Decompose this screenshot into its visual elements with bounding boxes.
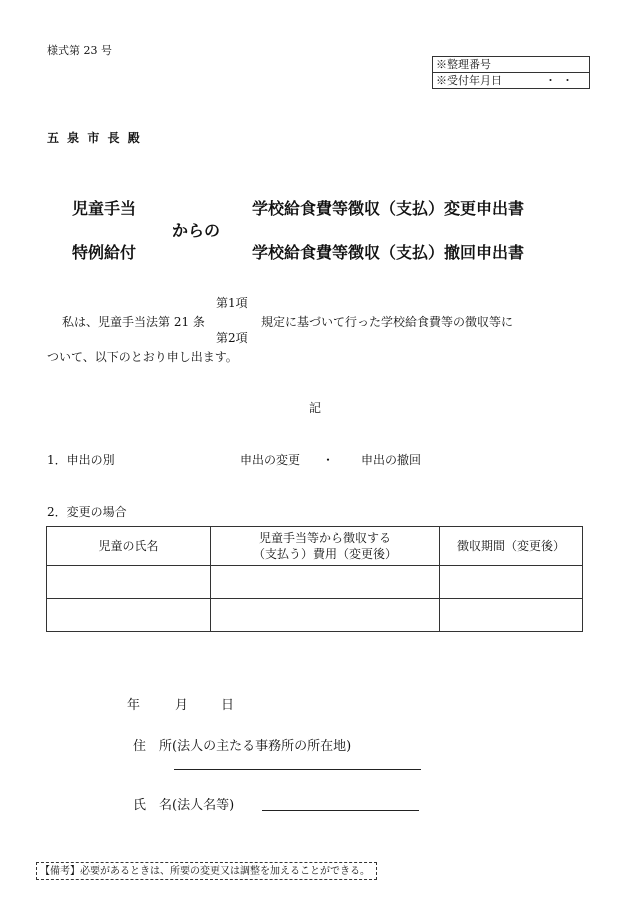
date-year: 年 xyxy=(127,698,141,713)
title-change-request: 学校給食費等徴収（支払）変更申出書 xyxy=(252,199,525,218)
option-withdraw[interactable]: 申出の撤回 xyxy=(361,453,422,467)
paragraph-option-2: 第2項 xyxy=(216,331,248,345)
option-separator: ・ xyxy=(322,453,335,467)
remarks-note: 【備考】必要があるときは、所要の変更又は調整を加えることができる。 xyxy=(36,862,377,880)
cell-period[interactable] xyxy=(440,566,583,599)
header-fee-line2: （支払う）費用（変更後） xyxy=(252,547,397,561)
title-special-benefit: 特例給付 xyxy=(72,243,137,262)
date-day: 日 xyxy=(221,698,235,713)
header-period: 徴収期間（変更後） xyxy=(440,527,583,566)
header-child-name: 児童の氏名 xyxy=(47,527,211,566)
received-date-row xyxy=(433,72,589,88)
section2-label: 2．変更の場合 xyxy=(47,505,127,519)
serial-number-label: ※整理番号 xyxy=(436,58,491,71)
title-withdraw-request: 学校給食費等徴収（支払）撤回申出書 xyxy=(252,243,525,262)
statement-end: 規定に基づいて行った学校給食費等の徴収等に xyxy=(261,315,514,329)
cell-period[interactable] xyxy=(440,599,583,632)
header-fee-line1: 児童手当等から徴収する xyxy=(258,531,391,545)
serial-number-row xyxy=(433,57,589,72)
reference-box xyxy=(432,56,590,89)
title-from: からの xyxy=(172,221,221,240)
header-fee xyxy=(211,527,440,566)
title-child-allowance: 児童手当 xyxy=(72,199,137,218)
statement-start: 私は、児童手当法第 21 条 xyxy=(62,315,205,329)
cell-fee[interactable] xyxy=(211,566,440,599)
form-number: 様式第 23 号 xyxy=(47,44,112,57)
date-month: 月 xyxy=(175,698,189,713)
ki-heading: 記 xyxy=(309,401,322,415)
statement-line-2: ついて、以下のとおり申し出ます。 xyxy=(47,350,238,364)
option-change[interactable]: 申出の変更 xyxy=(240,453,301,467)
change-table xyxy=(46,526,583,632)
cell-fee[interactable] xyxy=(211,599,440,632)
address-label: 住 所(法人の主たる事務所の所在地) xyxy=(133,739,352,754)
table-row xyxy=(47,599,583,632)
received-date-dots: ・・ xyxy=(545,74,579,87)
table-header-row xyxy=(47,527,583,566)
name-label: 氏 名(法人名等) xyxy=(133,798,235,813)
table-row xyxy=(47,566,583,599)
cell-child-name[interactable] xyxy=(47,599,211,632)
name-line[interactable] xyxy=(262,810,419,811)
addressee: 五 泉 市 長 殿 xyxy=(47,131,142,145)
cell-child-name[interactable] xyxy=(47,566,211,599)
received-date-label: ※受付年月日 xyxy=(436,74,502,87)
paragraph-option-1: 第1項 xyxy=(216,296,248,310)
address-line[interactable] xyxy=(174,769,421,770)
section1-label: 1．申出の別 xyxy=(47,453,115,467)
